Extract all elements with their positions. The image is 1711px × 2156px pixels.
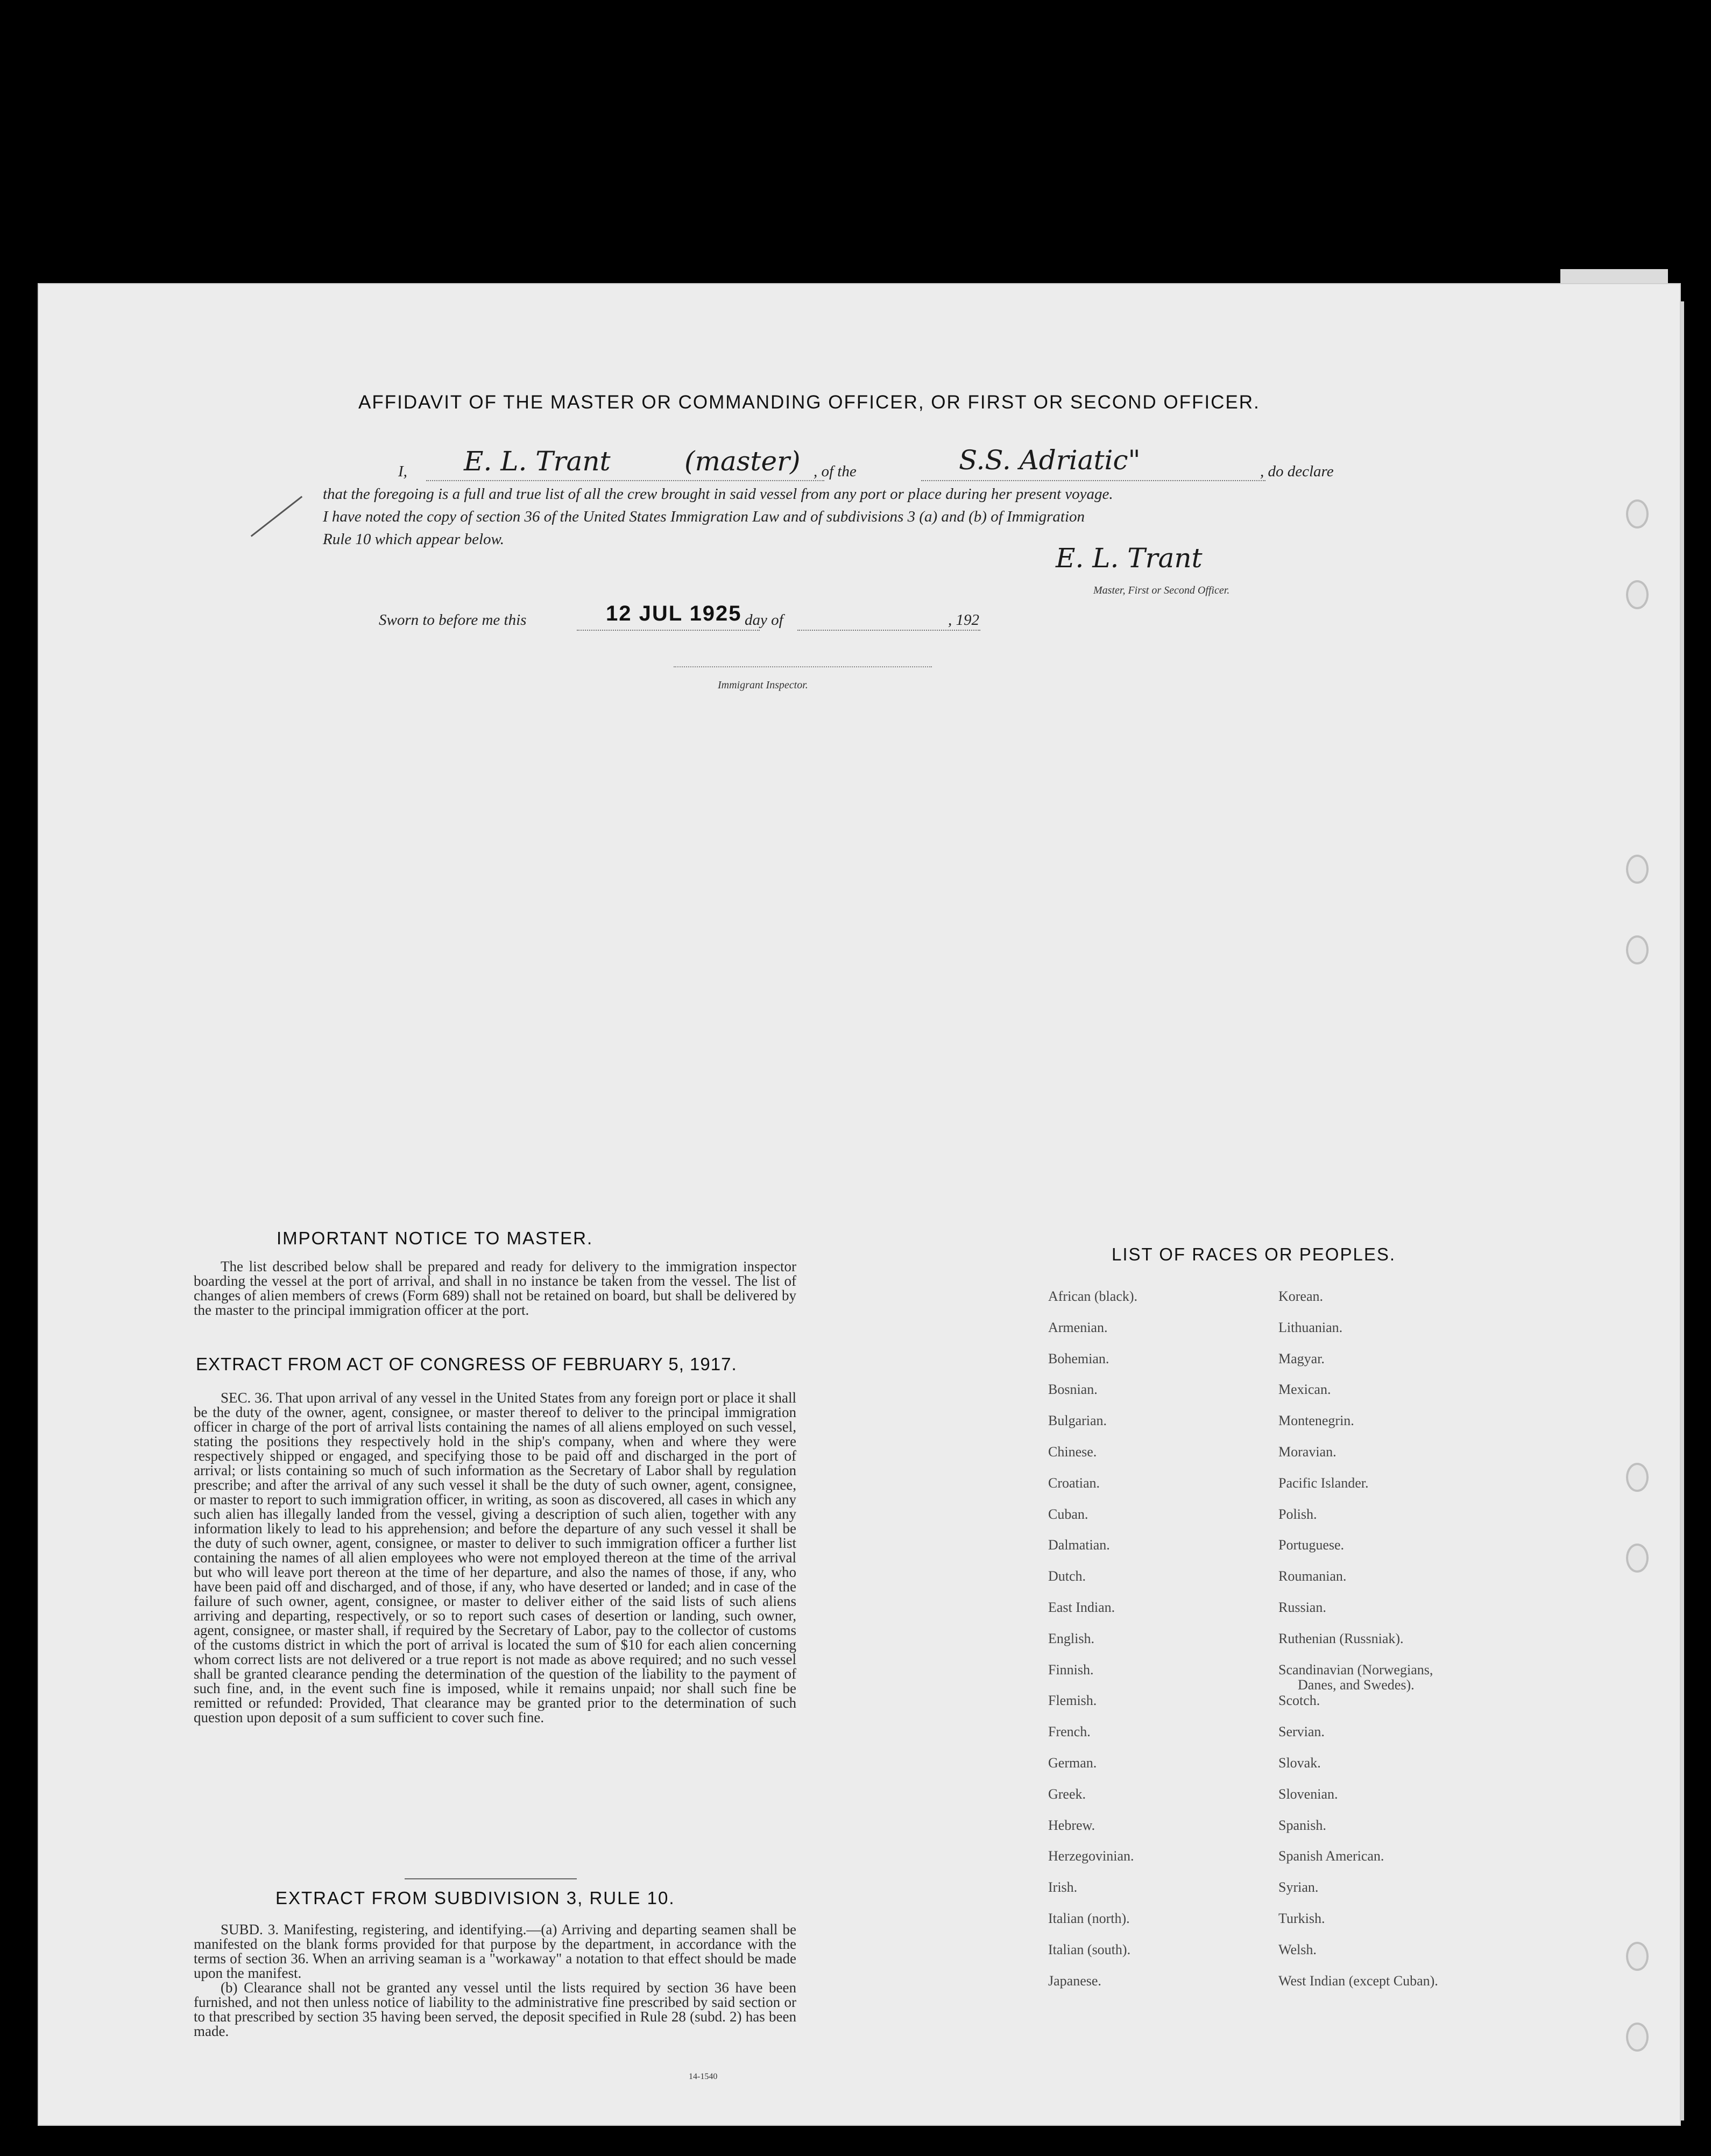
race-item: Flemish. (1048, 1693, 1097, 1709)
race-item: Mexican. (1278, 1382, 1331, 1398)
race-item: Lithuanian. (1278, 1319, 1343, 1335)
race-item: Polish. (1278, 1506, 1317, 1522)
binder-hole (1626, 1463, 1649, 1492)
extract-act-title: EXTRACT FROM ACT OF CONGRESS OF FEBRUARY 5, 1917. (196, 1354, 737, 1374)
race-item: Chinese. (1048, 1443, 1097, 1460)
binder-hole (1626, 1544, 1649, 1573)
race-item: Croatian. (1048, 1475, 1100, 1491)
subdivision-b-paragraph: (b) Clearance shall not be granted any vessel until the lists required by section 36 have been furnished, and not then unless notice of liability to the administrative fine prescribed by said section or to that prescribed by section 35 having been served, the deposit specified in Rule 28 (subd. 2) has been made. (194, 1979, 796, 2039)
race-item: Cuban. (1048, 1506, 1088, 1522)
race-item: Dutch. (1048, 1568, 1086, 1584)
section-36-paragraph: SEC. 36. That upon arrival of any vessel in the United States from any foreign port or place it shall be the duty of the owner, agent, consignee, or master thereof to deliver to the principal immigration officer in charge of the port of arrival lists containing the names of all aliens employed on such vessel, stating the positions they respectively hold in the ship's company, when and where they were respectively shipped or engaged, and specifying those to be paid off and discharged in the port of arrival; or lists containing so much of such information as the Secretary of Labor shall by regulation prescribe; and after the arrival of any such vessel it shall be the duty of such owner, agent, consignee, or master to report to such immigration officer, in writing, as soon as discovered, all cases in which any such alien has illegally landed from the vessel, giving a description of such alien, together with any information likely to lead to his apprehension; and before the departure of any such vessel it shall be the duty of such owner, agent, consignee, or master to deliver to such immigration officer a further list containing the names of all alien employees who were not employed thereon at the time of the arrival but who will leave port thereon at the time of her departure, and also the names of those, if any, who have been paid off and discharged, and of those, if any, who have deserted or landed; and in case of the failure of such owner, agent, consignee, or master to deliver either of the said lists of such aliens arriving and departing, respectively, or so to report such cases of desertion or landing, such owner, agent, consignee, or master shall, if required by the Secretary of Labor, pay to the collector of customs of the customs district in which the port of arrival is located the sum of $10 for each alien concerning whom correct lists are not delivered or a true report is not made as above required; and no such vessel shall be granted clearance pending the determination of the question of the liability to the payment of such fine, and, in the event such fine is imposed, while it remains unpaid; nor shall such fine be remitted or refunded: Provided, That clearance may be granted prior to the determination of such question upon deposit of a sum sufficient to cover such fine. (194, 1390, 796, 1725)
race-item: Moravian. (1278, 1443, 1337, 1460)
races-title: LIST OF RACES OR PEOPLES. (1112, 1244, 1396, 1264)
race-item: Montenegrin. (1278, 1413, 1354, 1429)
binder-hole (1626, 499, 1649, 529)
binder-hole (1626, 935, 1649, 964)
race-item: English. (1048, 1630, 1094, 1646)
margin-mark (251, 496, 302, 537)
form-number: 14-1540 (689, 2072, 718, 2081)
race-item: Bulgarian. (1048, 1413, 1107, 1429)
race-item: Scotch. (1278, 1693, 1320, 1709)
race-item: Slovak. (1278, 1755, 1321, 1771)
race-item: Dalmatian. (1048, 1537, 1110, 1553)
race-item: Finnish. (1048, 1661, 1094, 1678)
name-underline (426, 480, 824, 481)
race-item: Bosnian. (1048, 1382, 1098, 1398)
master-role-handwritten: (master) (684, 446, 801, 477)
page-edge (1560, 269, 1668, 285)
race-item (1278, 1662, 1580, 1693)
race-item: Italian (north). (1048, 1910, 1130, 1926)
race-item: Syrian. (1278, 1879, 1319, 1896)
race-item: Armenian. (1048, 1319, 1108, 1335)
race-item: Greek. (1048, 1786, 1086, 1802)
notice-title: IMPORTANT NOTICE TO MASTER. (277, 1228, 593, 1248)
race-item: Spanish. (1278, 1817, 1326, 1833)
race-item: French. (1048, 1724, 1091, 1740)
race-item: East Indian. (1048, 1599, 1115, 1615)
race-item: Japanese. (1048, 1972, 1101, 1989)
binder-hole (1626, 1942, 1649, 1971)
master-signature-handwritten: E. L. Trant (1056, 542, 1203, 574)
sworn-date-stamp: 12 JUL 1925 (606, 602, 742, 625)
year-label: , 192 (948, 611, 979, 629)
signature-caption: Master, First or Second Officer. (1093, 584, 1230, 596)
race-item: Slovenian. (1278, 1786, 1338, 1802)
sworn-underline (577, 630, 760, 631)
notice-text (194, 1259, 796, 1317)
notice-paragraph: The list described below shall be prepared and ready for delivery to the immigration inspector boarding the vessel at the port of arrival, and shall in no instance be taken from the vessel. The list of changes of alien members of crews (Form 689) shall not be retained on board, but shall be delivered by the master to the principal immigration officer at the port. (194, 1258, 796, 1318)
do-declare-label: , do declare (1260, 463, 1334, 480)
races-left-column (1048, 1288, 1274, 2004)
race-item-label: Scandinavian (Norwegians, (1278, 1661, 1433, 1678)
inspector-signature-line (674, 666, 932, 667)
of-the-label: , of the (814, 463, 857, 480)
race-item: Ruthenian (Russniak). (1278, 1630, 1404, 1646)
affidavit-line-2: that the foregoing is a full and true list of all the crew brought in said vessel from any port or place during her present voyage. (323, 485, 1113, 503)
day-of-label: day of (745, 611, 783, 629)
race-item: Herzegovinian. (1048, 1848, 1134, 1864)
binder-hole (1626, 580, 1649, 609)
race-item: German. (1048, 1755, 1097, 1771)
race-item: Servian. (1278, 1724, 1325, 1740)
races-right-column (1278, 1288, 1580, 2004)
race-item: Welsh. (1278, 1941, 1317, 1957)
race-item: Hebrew. (1048, 1817, 1095, 1833)
binder-hole (1626, 2023, 1649, 2052)
race-item-continuation: Danes, and Swedes). (1298, 1676, 1415, 1693)
race-item: Roumanian. (1278, 1568, 1347, 1584)
affidavit-line-4: Rule 10 which appear below. (323, 531, 504, 548)
i-label: I, (398, 463, 407, 480)
month-underline (797, 630, 980, 631)
binder-hole (1626, 855, 1649, 884)
extract-rule-title: EXTRACT FROM SUBDIVISION 3, RULE 10. (275, 1888, 675, 1908)
section-divider (405, 1878, 577, 1879)
race-item: African (black). (1048, 1288, 1138, 1304)
race-item: Turkish. (1278, 1910, 1325, 1926)
extract-act-text (194, 1391, 796, 1725)
race-item: Irish. (1048, 1879, 1078, 1896)
vessel-underline (921, 480, 1265, 481)
race-item: Russian. (1278, 1599, 1326, 1615)
race-item: West Indian (except Cuban). (1278, 1972, 1438, 1989)
inspector-caption: Immigrant Inspector. (718, 679, 808, 691)
affidavit-line-3: I have noted the copy of section 36 of the United States Immigration Law and of subdivisions 3 (a) and (b) of Immigration (323, 508, 1085, 525)
race-item: Spanish American. (1278, 1848, 1384, 1864)
document-page (39, 284, 1680, 2125)
race-item: Magyar. (1278, 1350, 1325, 1366)
subdivision-a-paragraph: SUBD. 3. Manifesting, registering, and identifying.—(a) Arriving and departing seamen shall be manifested on the blank forms provided for that purpose by the department, in accordance with the terms of section 36. When an arriving seaman is a "workaway" a notation to that effect should be made upon the manifest. (194, 1921, 796, 1981)
sworn-label: Sworn to before me this (379, 611, 527, 629)
race-item: Korean. (1278, 1288, 1324, 1304)
race-item: Bohemian. (1048, 1350, 1109, 1366)
master-name-handwritten: E. L. Trant (464, 446, 611, 477)
race-item: Pacific Islander. (1278, 1475, 1369, 1491)
affidavit-title: AFFIDAVIT OF THE MASTER OR COMMANDING OFFICER, OR FIRST OR SECOND OFFICER. (358, 392, 1260, 413)
extract-rule-text (194, 1922, 796, 2039)
vessel-name-handwritten: S.S. Adriatic" (959, 445, 1141, 476)
race-item: Portuguese. (1278, 1537, 1345, 1553)
race-item: Italian (south). (1048, 1941, 1131, 1957)
